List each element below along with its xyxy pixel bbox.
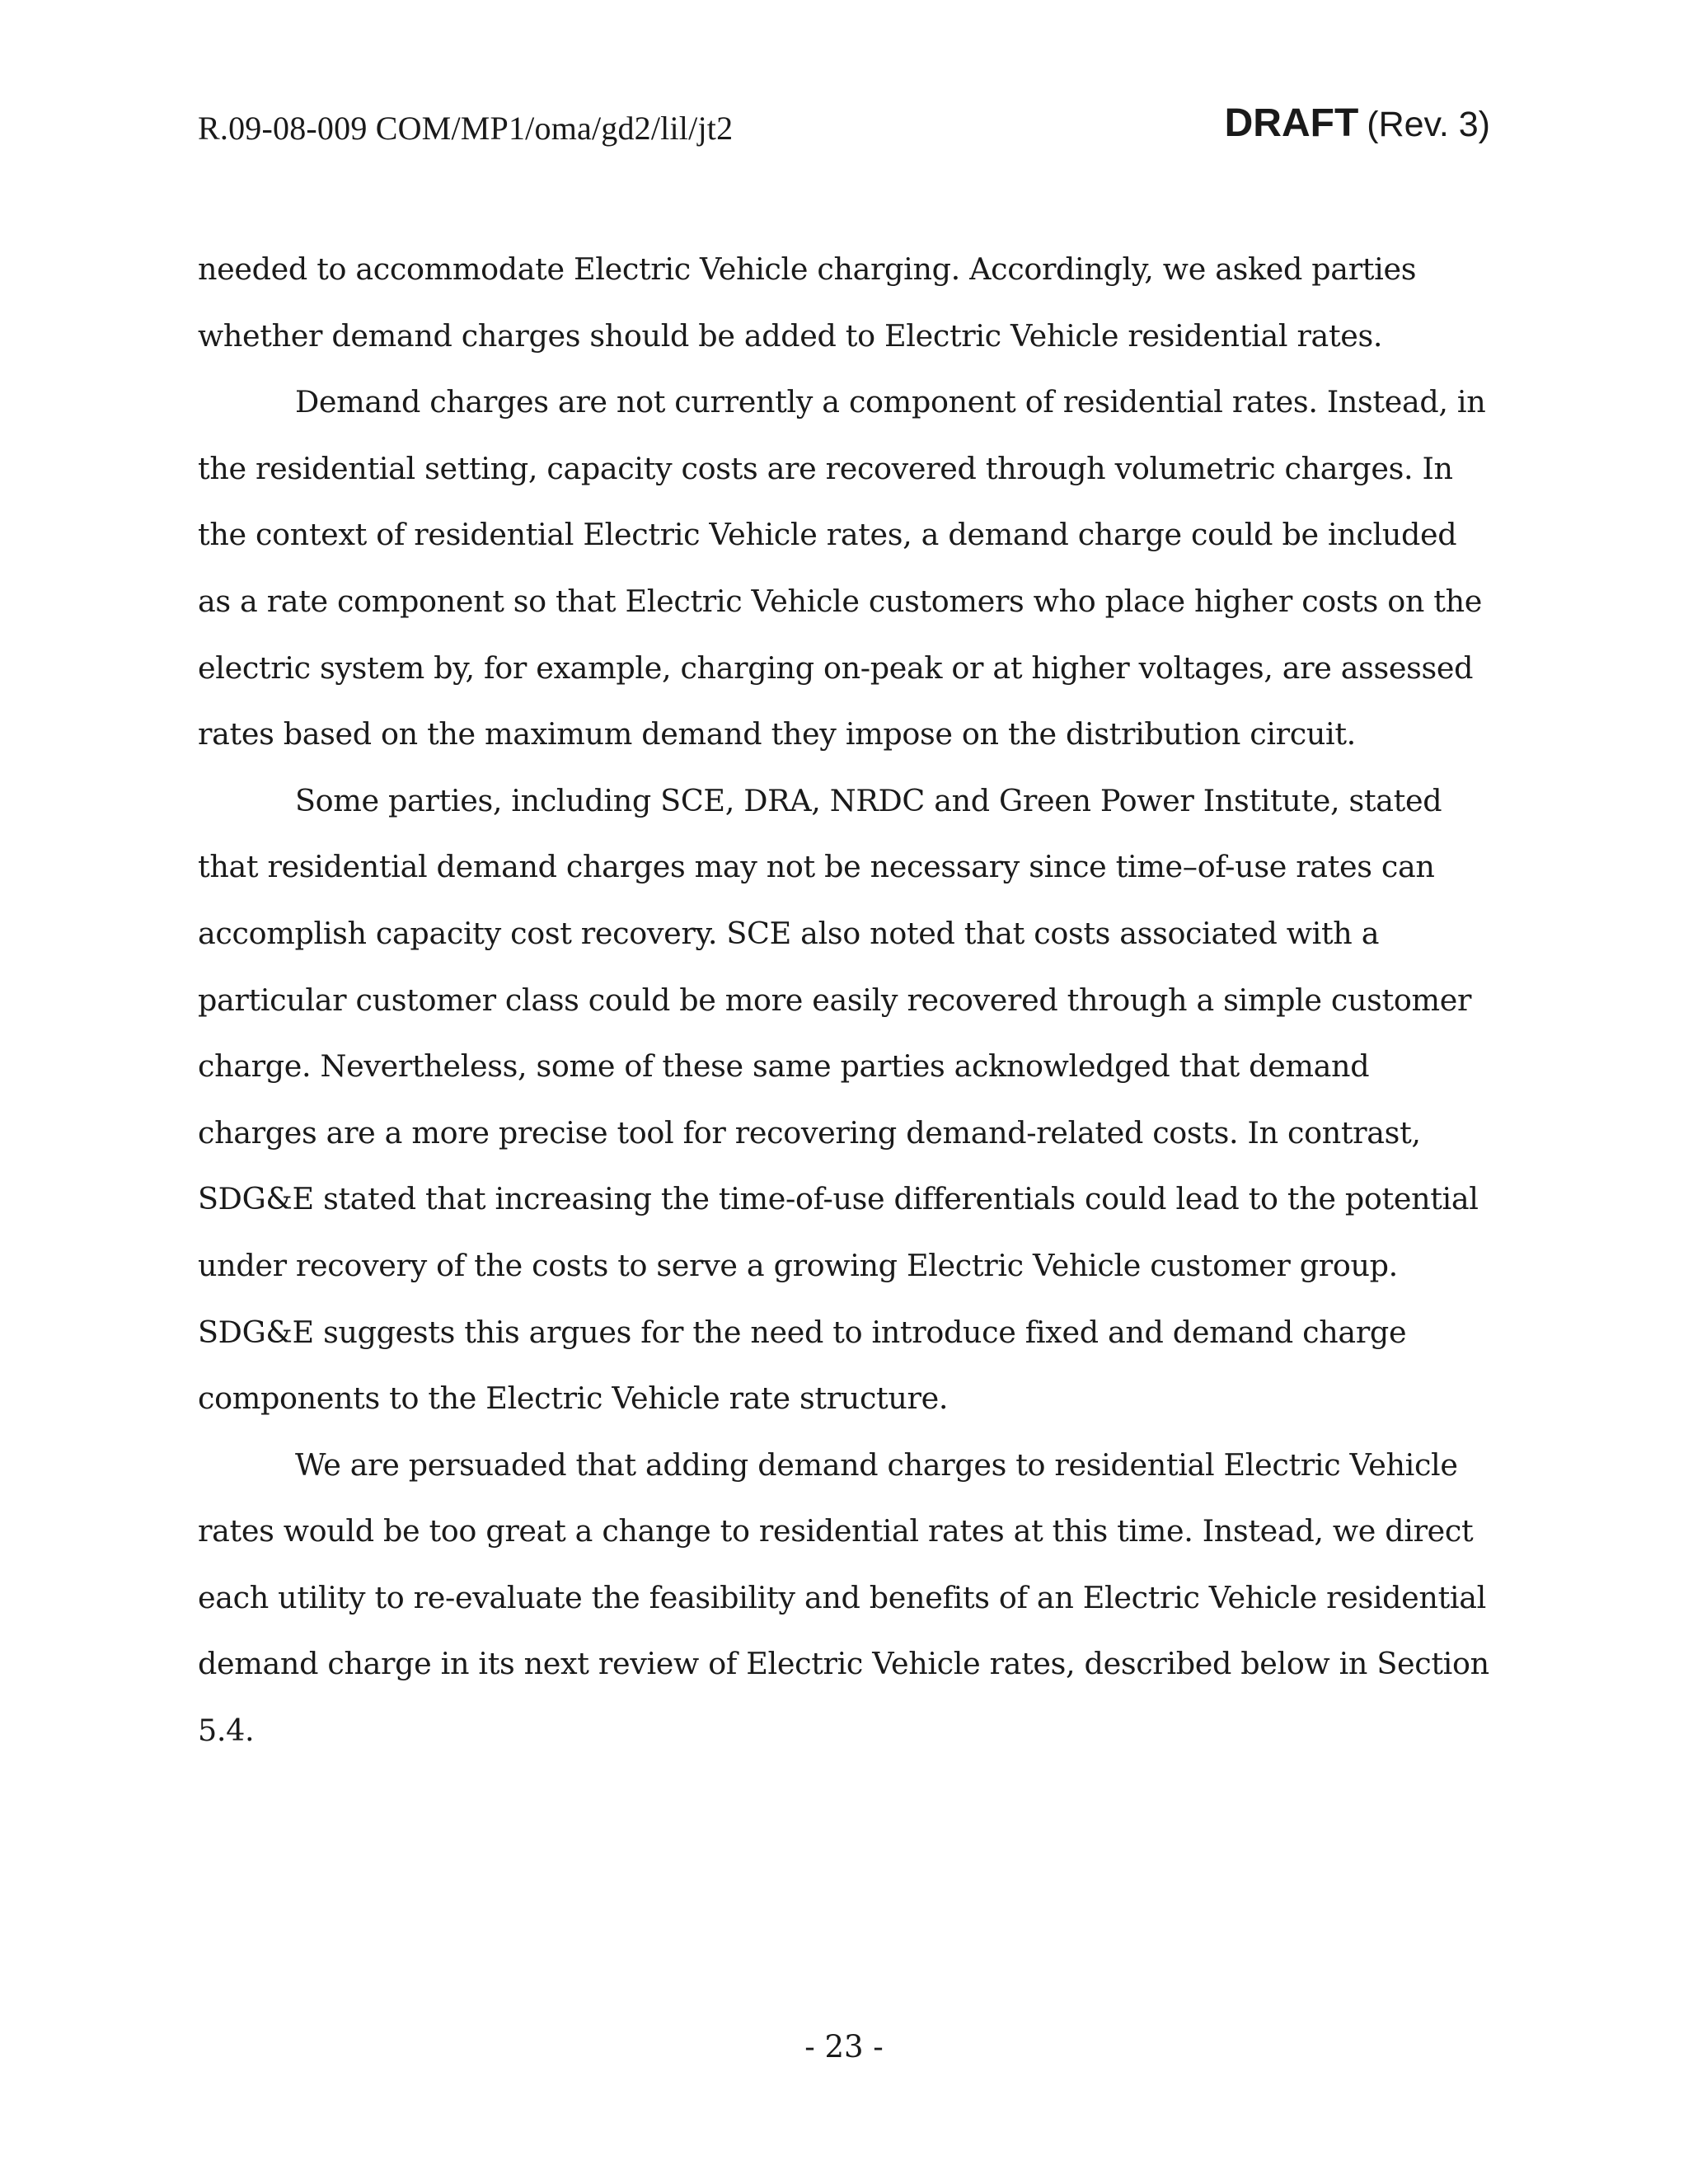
draft-label: DRAFT xyxy=(1224,101,1359,145)
docket-number: R.09-08-009 COM/MP1/oma/gd2/lil/jt2 xyxy=(198,110,734,147)
draft-stamp xyxy=(1225,101,1490,146)
paragraph: We are persuaded that adding demand charges to residential Electric Vehicle rates would be too great a change to residential rates at this time. Instead, we direct each utility to re-evaluate the feasibility and benefits of an Electric Vehicle residential demand charge in its next review of Electric Vehicle rates, described below in Section 5.4. xyxy=(198,1446,1489,1749)
document-body xyxy=(198,237,1496,1765)
page-header xyxy=(198,101,1490,158)
paragraph: Demand charges are not currently a component of residential rates. Instead, in the residential setting, capacity costs are recovered through volumetric charges. In the context of residential Electric Vehicle rates, a demand charge could be included as a rate component so that Electric Vehicle customers who place higher costs on the electric system by, for example, charging on-peak or at higher voltages, are assessed rates based on the maximum demand they impose on the distribution circuit. xyxy=(198,384,1486,752)
page-number: - 23 - xyxy=(804,2029,884,2064)
paragraph: Some parties, including SCE, DRA, NRDC and Green Power Institute, stated that residential demand charges may not be necessary since time–of-use rates can accomplish capacity cost recovery. SCE also noted that costs associated with a particular customer class could be more easily recovered through a simple customer charge. Nevertheless, some of these same parties acknowledged that demand charges are a more precise tool for recovering demand-related costs. In contrast, SDG&E stated that increasing the time-of-use differentials could lead to the potential under recovery of the costs to serve a growing Electric Vehicle customer group. SDG&E suggests this argues for the need to introduce fixed and demand charge components to the Electric Vehicle rate structure. xyxy=(198,782,1479,1417)
revision-label: (Rev. 3) xyxy=(1367,105,1490,144)
paragraph-continuation: needed to accommodate Electric Vehicle charging. Accordingly, we asked parties whether demand charges should be added to Electric Vehicle residential rates. xyxy=(198,251,1417,354)
